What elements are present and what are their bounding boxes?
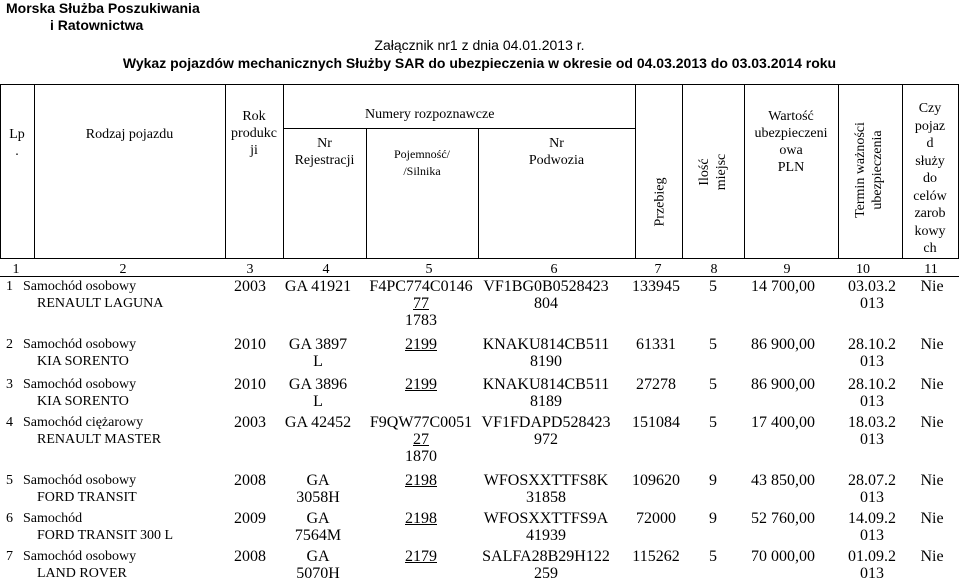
- header-bottom-border: [0, 258, 959, 259]
- header-insured-value: Wartość ubezpieczeni owa PLN: [754, 109, 828, 175]
- header-divider: [34, 84, 35, 258]
- column-number: 4: [322, 262, 330, 277]
- row-lp: 7: [6, 549, 13, 564]
- row-vehicle-type: Samochód osobowy KIA SORENTO: [23, 377, 137, 409]
- row-lp: 4: [6, 415, 13, 430]
- header-production-year: Rok produkc ji: [231, 109, 277, 158]
- column-number: 1: [12, 262, 20, 277]
- attachment-heading: Załącznik nr1 z dnia 04.01.2013 r.: [374, 37, 585, 53]
- column-number: 3: [246, 262, 254, 277]
- header-divider: [0, 84, 1, 258]
- header-registration: Nr Rejestracji: [294, 136, 355, 168]
- header-business-use: Czy pojaz d służy do celów zarob kowy ch: [913, 101, 947, 256]
- row-vehicle-type: Samochód osobowy LAND ROVER: [23, 549, 137, 581]
- header-chassis-number: Nr Podwozia: [528, 136, 585, 168]
- column-number: 9: [783, 262, 791, 277]
- column-numbers-border: [0, 276, 959, 277]
- header-mileage: Przebieg: [652, 177, 668, 227]
- column-number: 6: [550, 262, 558, 277]
- row-vehicle-type: Samochód FORD TRANSIT 300 L: [23, 511, 174, 543]
- row-vehicle-type: Samochód osobowy FORD TRANSIT: [23, 473, 137, 505]
- organization-name: [6, 0, 226, 34]
- row-lp: 1: [6, 279, 13, 294]
- header-divider: [838, 84, 839, 258]
- column-number: 5: [425, 262, 433, 277]
- row-vehicle-type: Samochód osobowy KIA SORENTO: [23, 337, 137, 369]
- row-vehicle-type: Samochód osobowy RENAULT LAGUNA: [23, 279, 164, 311]
- organization-line-1: Morska Służba Poszukiwania: [6, 0, 200, 16]
- row-lp: 3: [6, 377, 13, 392]
- row-lp: 5: [6, 473, 13, 488]
- column-number: 11: [924, 262, 938, 277]
- header-vehicle-type: Rodzaj pojazdu: [85, 127, 174, 142]
- column-number: 8: [710, 262, 718, 277]
- column-number: 2: [119, 262, 127, 277]
- row-lp: 6: [6, 511, 13, 526]
- column-number: 7: [654, 262, 662, 277]
- header-insurance-expiry: Termin ważności ubezpieczenia: [853, 122, 885, 218]
- reg-numbers-divider: [283, 128, 635, 129]
- header-seats: Ilość miejsc: [697, 153, 729, 191]
- header-divider: [635, 84, 636, 258]
- header-engine-capacity: Pojemność/ /Silnika: [394, 147, 450, 178]
- header-lp: Lp .: [9, 127, 25, 159]
- row-vehicle-type: Samochód ciężarowy RENAULT MASTER: [23, 415, 162, 447]
- table-top-border: [0, 84, 959, 85]
- column-number: 10: [856, 262, 870, 277]
- row-lp: 2: [6, 337, 13, 352]
- organization-line-2: i Ratownictwa: [50, 17, 144, 33]
- header-divider: [682, 84, 683, 258]
- header-registration-numbers: Numery rozpoznawcze: [365, 107, 495, 122]
- document-title: Wykaz pojazdów mechanicznych Służby SAR do ubezpieczenia w okresie od 04.03.2013 do 03.03.2014 roku: [122, 55, 837, 71]
